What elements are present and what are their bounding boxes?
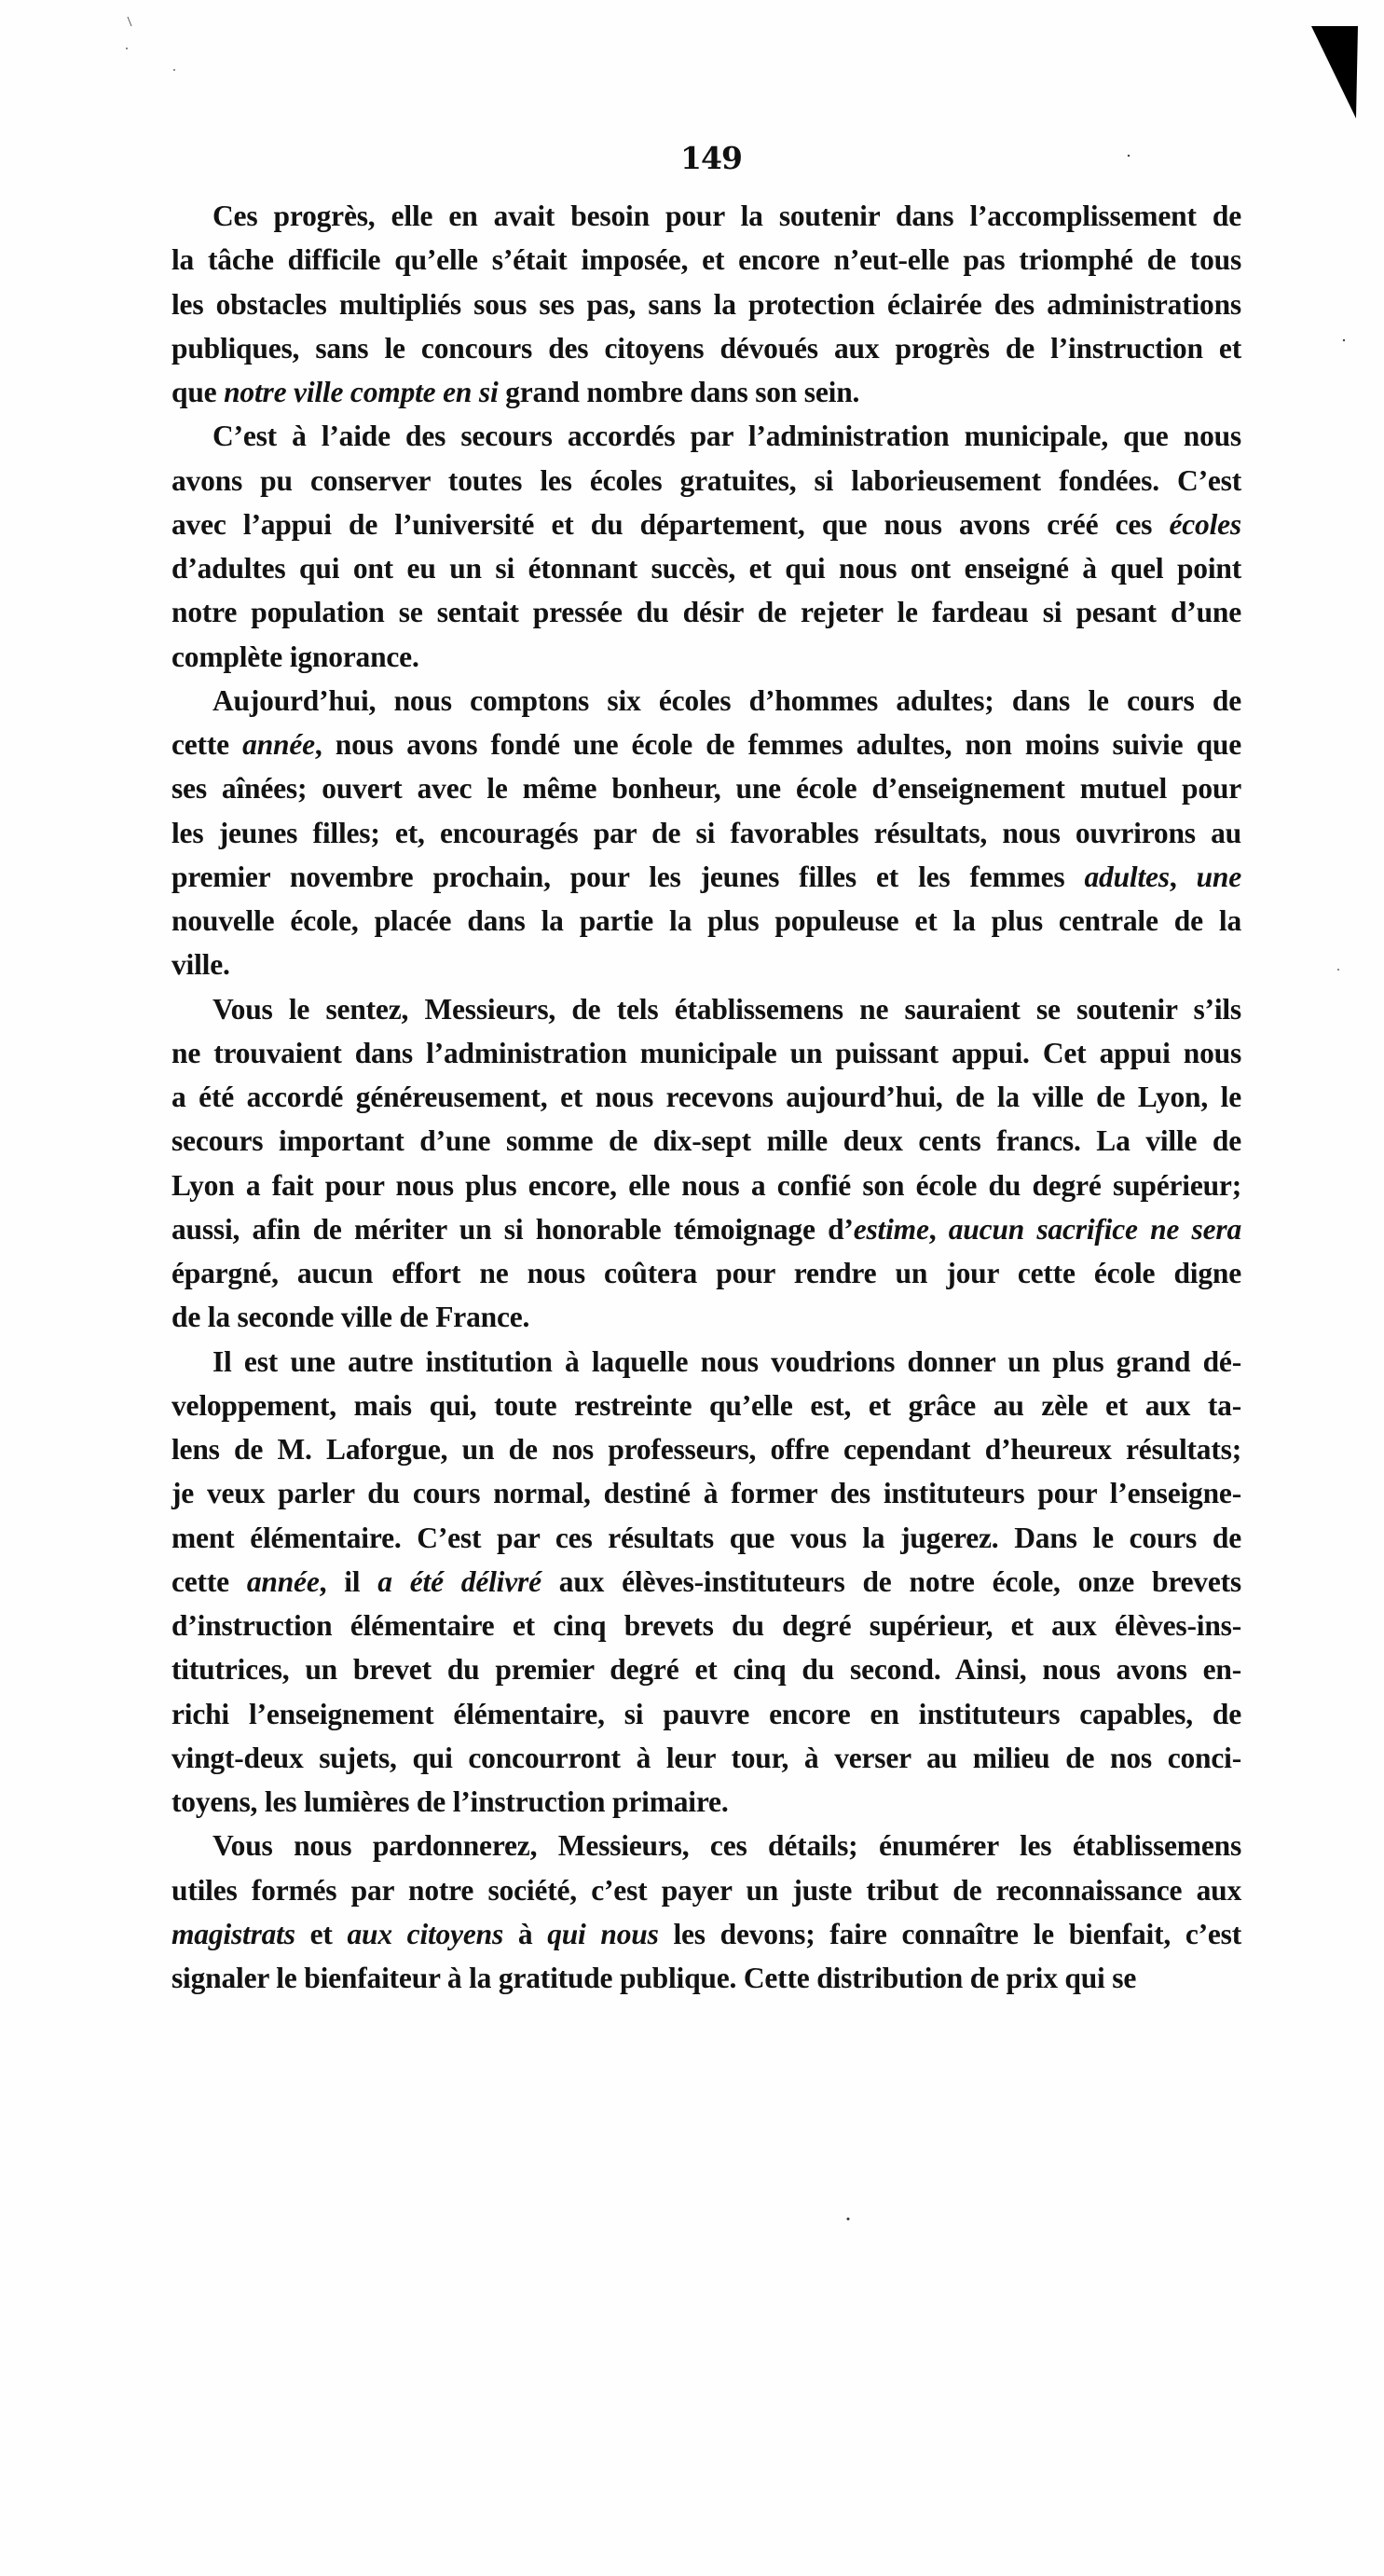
text-segment: veloppement, mais qui, toute restreinte qu’elle est, et grâce au zèle et aux ta- <box>171 1388 1241 1422</box>
text-line <box>171 726 1241 764</box>
text-segment: vingt-deux sujets, qui concourront à leur tour, à verser au milieu de nos conci- <box>171 1741 1241 1774</box>
text-segment: grand nombre dans son sein. <box>498 376 860 408</box>
text-segment: signaler le bienfaiteur à la gratitude publique. Cette distribution de prix qui se <box>171 1962 1137 1994</box>
text-line <box>171 1431 1241 1468</box>
scan-speck <box>173 69 175 71</box>
text-line <box>212 1343 1241 1381</box>
text-line <box>212 682 1241 720</box>
text-segment: Vous nous pardonnerez, Messieurs, ces détails; énumérer les établissemens <box>212 1829 1241 1863</box>
text-line <box>171 241 1241 279</box>
text-line <box>171 1960 1241 1997</box>
text-line <box>171 1255 1241 1292</box>
text-line <box>171 1299 1241 1336</box>
text-line <box>171 594 1241 631</box>
text-segment: premier novembre prochain, pour les jeunes filles et les femmes <box>171 860 1085 893</box>
text-segment: de la seconde ville de France. <box>171 1301 530 1334</box>
text-line <box>171 946 1241 984</box>
text-line <box>171 1740 1241 1777</box>
text-line <box>171 462 1241 500</box>
text-segment: les obstacles multipliés sous ses pas, sans la protection éclairée des administrations <box>171 287 1241 321</box>
text-line <box>171 374 1241 411</box>
text-segment: , nous avons fondé une école de femmes adultes, non moins suivie que <box>314 728 1241 761</box>
scan-speck <box>1343 339 1345 341</box>
text-segment: ne trouvaient dans l’administration municipale un puissant appui. Cet appui nous <box>171 1036 1241 1069</box>
text-line <box>171 770 1241 807</box>
italic-text: magistrats <box>171 1917 295 1950</box>
text-segment: titutrices, un brevet du premier degré et cinq du second. Ainsi, nous avons en- <box>171 1653 1241 1687</box>
text-line <box>171 1167 1241 1205</box>
text-segment: complète ignorance. <box>171 640 419 673</box>
text-segment: secours important d’une somme de dix-sept mille deux cents francs. La ville de <box>171 1124 1241 1158</box>
text-line <box>171 1607 1241 1645</box>
text-segment: ville. <box>171 948 230 982</box>
text-line <box>171 1387 1241 1425</box>
text-line <box>212 198 1241 235</box>
text-segment: et <box>295 1917 348 1950</box>
text-segment: Ces progrès, elle en avait besoin pour la soutenir dans l’accomplissement de <box>212 200 1241 232</box>
text-segment: que <box>171 376 225 408</box>
text-segment: je veux parler du cours normal, destiné à former des instituteurs pour l’enseigne- <box>171 1477 1241 1510</box>
italic-text: adultes <box>1084 860 1170 893</box>
scan-speck <box>847 2218 850 2221</box>
text-segment: aux élèves-instituteurs de notre école, onze brevets <box>541 1564 1241 1598</box>
text-line <box>171 859 1241 896</box>
corner-fold-triangle <box>1311 26 1358 118</box>
text-line <box>171 1123 1241 1160</box>
text-segment: avec l’appui de l’université et du département, que nous avons créé ces <box>171 507 1170 541</box>
text-segment: nouvelle école, placée dans la partie la plus populeuse et la plus centrale de la <box>171 904 1241 937</box>
text-segment: à <box>503 1917 548 1950</box>
text-segment: les jeunes filles; et, encouragés par de si favorables résultats, nous ouvrirons au <box>171 816 1241 849</box>
italic-text: une <box>1196 860 1241 893</box>
italic-text: notre ville compte en si <box>224 376 499 408</box>
text-line <box>171 1079 1241 1116</box>
text-segment: Vous le sentez, Messieurs, de tels établissemens ne sauraient se soutenir s’ils <box>212 992 1241 1026</box>
text-line <box>171 1784 1241 1821</box>
text-segment: cette <box>171 1564 247 1598</box>
text-segment: la tâche difficile qu’elle s’était imposée, et encore n’eut-elle pas triomphé de tous <box>171 243 1241 277</box>
page-number: 149 <box>680 140 742 176</box>
text-segment: d’adultes qui ont eu un si étonnant succès, et qui nous ont enseigné à quel point <box>171 552 1241 585</box>
italic-text: année <box>246 1564 320 1598</box>
italic-text: qui nous <box>547 1917 659 1950</box>
text-segment: avons pu conserver toutes les écoles gratuites, si laborieusement fondées. C’est <box>171 463 1241 497</box>
italic-text: année <box>242 728 315 761</box>
italic-text: aux citoyens <box>347 1917 504 1950</box>
text-line <box>171 1872 1241 1909</box>
text-segment: les devons; faire connaître le bienfait, c’est <box>658 1917 1242 1950</box>
text-line <box>171 550 1241 587</box>
text-segment: , <box>1169 860 1197 893</box>
scan-speck <box>1128 155 1130 157</box>
text-segment: , il <box>319 1564 378 1598</box>
italic-text: a été délivré <box>377 1564 541 1598</box>
text-line <box>171 286 1241 324</box>
text-line <box>212 418 1241 455</box>
text-segment: ses aînées; ouvert avec le même bonheur, une école d’enseignement mutuel pour <box>171 772 1241 806</box>
text-segment: ment élémentaire. C’est par ces résultats que vous la jugerez. Dans le cours de <box>171 1521 1241 1554</box>
text-line <box>171 1916 1241 1953</box>
scan-speck <box>126 48 128 49</box>
text-line <box>171 1211 1241 1248</box>
text-segment: , <box>928 1212 949 1246</box>
text-segment: d’instruction élémentaire et cinq brevets du degré supérieur, et aux élèves-ins- <box>171 1609 1241 1642</box>
text-segment: richi l’enseignement élémentaire, si pauvre encore en instituteurs capables, de <box>171 1697 1241 1730</box>
italic-text: estime <box>853 1212 929 1246</box>
text-segment: a été accordé généreusement, et nous recevons aujourd’hui, de la ville de Lyon, le <box>171 1081 1241 1113</box>
text-segment: toyens, les lumières de l’instruction primaire. <box>171 1785 729 1818</box>
text-line <box>171 1651 1241 1688</box>
text-line <box>171 1520 1241 1557</box>
text-line <box>212 991 1241 1028</box>
text-segment: Aujourd’hui, nous comptons six écoles d’hommes adultes; dans le cours de <box>212 683 1241 717</box>
text-segment: utiles formés par notre société, c’est payer un juste tribut de reconnaissance aux <box>171 1873 1241 1907</box>
text-line <box>212 1827 1241 1865</box>
text-line <box>171 1035 1241 1072</box>
scan-speck <box>1337 969 1339 971</box>
text-segment: C’est à l’aide des secours accordés par l’administration municipale, que nous <box>212 420 1241 453</box>
scan-speck <box>128 17 131 26</box>
text-line <box>171 1475 1241 1512</box>
text-line <box>171 815 1241 852</box>
text-segment: lens de M. Laforgue, un de nos professeurs, offre cependant d’heureux résultats; <box>171 1433 1241 1466</box>
text-segment: épargné, aucun effort ne nous coûtera pour rendre un jour cette école digne <box>171 1257 1241 1289</box>
text-line <box>171 1564 1241 1601</box>
text-line <box>171 330 1241 367</box>
text-segment: Lyon a fait pour nous plus encore, elle nous a confié son école du degré supérieur; <box>171 1168 1241 1202</box>
text-segment: aussi, afin de mériter un si honorable témoignage d’ <box>171 1212 854 1246</box>
text-segment: Il est une autre institution à laquelle nous voudrions donner un plus grand dé- <box>212 1344 1241 1378</box>
italic-text: écoles <box>1169 507 1241 541</box>
text-line <box>171 902 1241 940</box>
italic-text: aucun sacrifice ne sera <box>948 1212 1241 1246</box>
text-segment: notre population se sentait pressée du désir de rejeter le fardeau si pesant d’une <box>171 596 1241 629</box>
text-line <box>171 639 1241 676</box>
text-segment: cette <box>171 728 243 761</box>
text-line <box>171 1696 1241 1733</box>
text-segment: publiques, sans le concours des citoyens dévoués aux progrès de l’instruction et <box>171 331 1241 365</box>
text-line <box>171 506 1241 544</box>
